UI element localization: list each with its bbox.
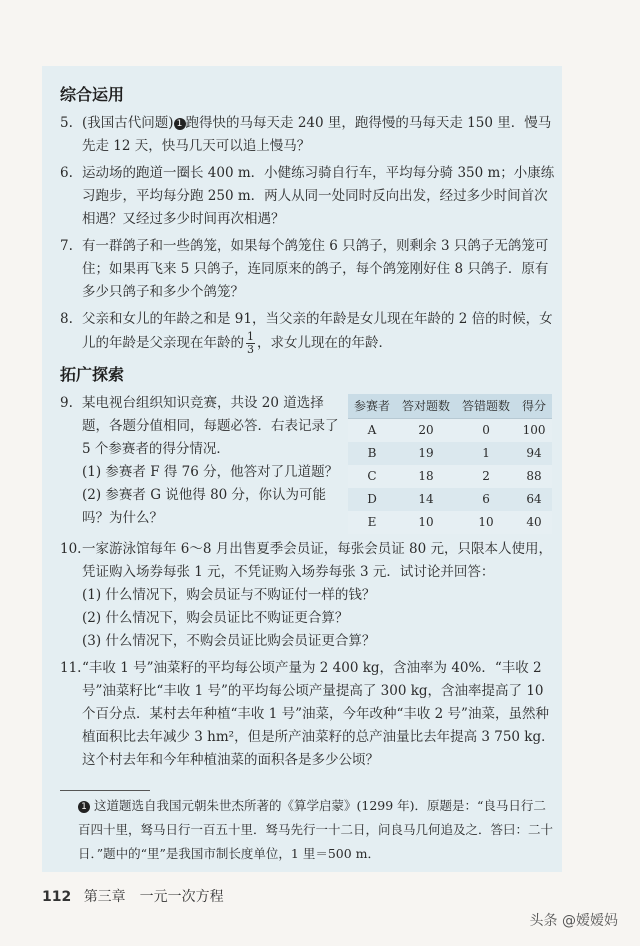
table-cell: 2: [456, 465, 516, 488]
watermark: 头条 @嫒嫒妈: [529, 913, 618, 929]
fraction-numerator: 1: [247, 330, 254, 343]
table-header: 答对题数: [396, 394, 456, 419]
page-footer: [42, 886, 224, 906]
problem-10: [60, 538, 560, 653]
table-cell: 0: [456, 419, 516, 443]
table-cell: 6: [482, 492, 490, 506]
table-header: 参赛者: [348, 394, 396, 419]
problem-text: “丰收 1 号”油菜籽的平均每公顷产量为 2 400 kg，含油率为 40%．“丰收 2 号”油菜籽比“丰收 1 号”的平均每公顷产量提高了 300 kg，含油率提高了 10 个百分点．某村去年种植“丰收 1 号”油菜，今年改种“丰收 2 号”油菜，虽然种植面积比去年减少 3 hm²，但是所产油菜籽的总产油量比去年提高 3 750 kg．这个村去年和今年种植油菜的面积各是多少公顷？: [82, 660, 555, 768]
table-cell: 100: [516, 419, 552, 443]
problem-text: 一家游泳馆每年 6～8 月出售夏季会员证，每张会员证 80 元，只限本人使用，凭证购入场券每张 1 元，不凭证购入场券每张 3 元．试讨论并回答：: [82, 541, 553, 580]
problem-text: 某电视台组织知识竞赛，共设 20 道选择题，各题分值相同，每题必答．右表记录了 5 个参赛者的得分情况．: [82, 395, 339, 457]
footnote: [78, 794, 558, 866]
table-cell: 88: [516, 465, 552, 488]
table-header: 得分: [516, 394, 552, 419]
table-cell: 1: [482, 446, 490, 460]
table-cell: 14: [418, 492, 434, 506]
table-cell: E: [348, 511, 396, 534]
problem-text: 父亲和女儿的年龄之和是 91，当父亲的年龄是女儿现在年龄的 2 倍的时候，女儿的年龄是父亲现在年龄的: [82, 311, 553, 351]
table-cell: 94: [526, 446, 542, 460]
footnote-marker-icon: 1: [78, 801, 90, 813]
problem-number: 5.: [60, 115, 73, 131]
problem-text: 有一群鸽子和一些鸽笼，如果每个鸽笼住 6 只鸽子，则剩余 3 只鸽子无鸽笼可住；如果再飞来 5 只鸽子，连同原来的鸽子，每个鸽笼刚好住 8 只鸽子．原有多少只鸽子和多少个鸽笼？: [82, 238, 549, 300]
table-cell: 10: [456, 511, 516, 534]
table-header-row: [348, 394, 552, 419]
problem-number: 10.: [60, 541, 82, 557]
problem-7: [60, 235, 560, 304]
table-cell: 40: [516, 511, 552, 534]
problem-9: [60, 392, 560, 534]
problem-11: [60, 657, 560, 772]
sub-question-2: (2) 什么情况下，购会员证比不购证更合算？: [82, 610, 349, 626]
section-title-applications: 综合运用: [60, 85, 125, 104]
problem-5: [60, 112, 560, 158]
table-cell: B: [367, 446, 377, 460]
table-cell: 20: [396, 419, 456, 443]
problem-text-end: ，求女儿现在的年龄．: [257, 335, 392, 351]
section-title-exploration: 拓广探索: [60, 365, 125, 384]
footnote-text: 这道题选自我国元朝朱世杰所著的《算学启蒙》(1299 年)．原题是：“良马日行二百四十里，驽马日行一百五十里．驽马先行一十二日，问良马几何追及之．答曰：二十日．”题中的“里”是我国市制长度单位，1 里＝500 m．: [78, 798, 554, 861]
problem-number: 11.: [60, 660, 82, 676]
table-cell: 64: [526, 492, 542, 506]
sub-question-3: (3) 什么情况下，不购会员证比购会员证更合算？: [82, 633, 376, 649]
problem-number: 8.: [60, 311, 73, 327]
problem-number: 6.: [60, 165, 73, 181]
problem-source: (我国古代问题): [82, 115, 174, 131]
problem-8: [60, 308, 560, 356]
problem-text: 运动场的跑道一圈长 400 m．小健练习骑自行车，平均每分骑 350 m；小康练习跑步，平均每分跑 250 m．两人从同一处同时反向出发，经过多少时间首次相遇？又经过多少时间再次相遇？: [82, 165, 555, 227]
table-row: [348, 465, 552, 488]
page-number: 112: [42, 889, 72, 905]
sub-question-2: (2) 参赛者 G 说他得 80 分，你认为可能吗？为什么？: [82, 487, 327, 526]
table-row: [348, 511, 552, 534]
table-cell: 10: [396, 511, 456, 534]
table-header: 答错题数: [456, 394, 516, 419]
sub-question-1: (1) 什么情况下，购会员证与不购证付一样的钱？: [82, 587, 376, 603]
table-row: [348, 442, 552, 465]
table-cell: 18: [396, 465, 456, 488]
table-cell: 19: [418, 446, 434, 460]
chapter-title: 第三章 一元一次方程: [83, 889, 224, 905]
page-content: [60, 84, 560, 776]
table-row: [348, 419, 552, 443]
table-row: [348, 488, 552, 511]
problem-number: 9.: [60, 395, 73, 411]
problem-6: [60, 162, 560, 231]
problem-number: 7.: [60, 238, 73, 254]
footnote-marker-icon: 1: [174, 118, 186, 130]
table-cell: A: [348, 419, 396, 443]
fraction-denominator: 3: [247, 343, 254, 356]
footnote-divider: [60, 790, 150, 791]
table-cell: D: [367, 492, 377, 506]
sub-question-1: (1) 参赛者 F 得 76 分，他答对了几道题？: [82, 464, 339, 480]
table-cell: C: [348, 465, 396, 488]
score-table: [348, 394, 552, 534]
problem-text: 跑得快的马每天走 240 里，跑得慢的马每天走 150 里．慢马先走 12 天，快马几天可以追上慢马？: [82, 115, 552, 154]
fraction: [246, 331, 255, 356]
